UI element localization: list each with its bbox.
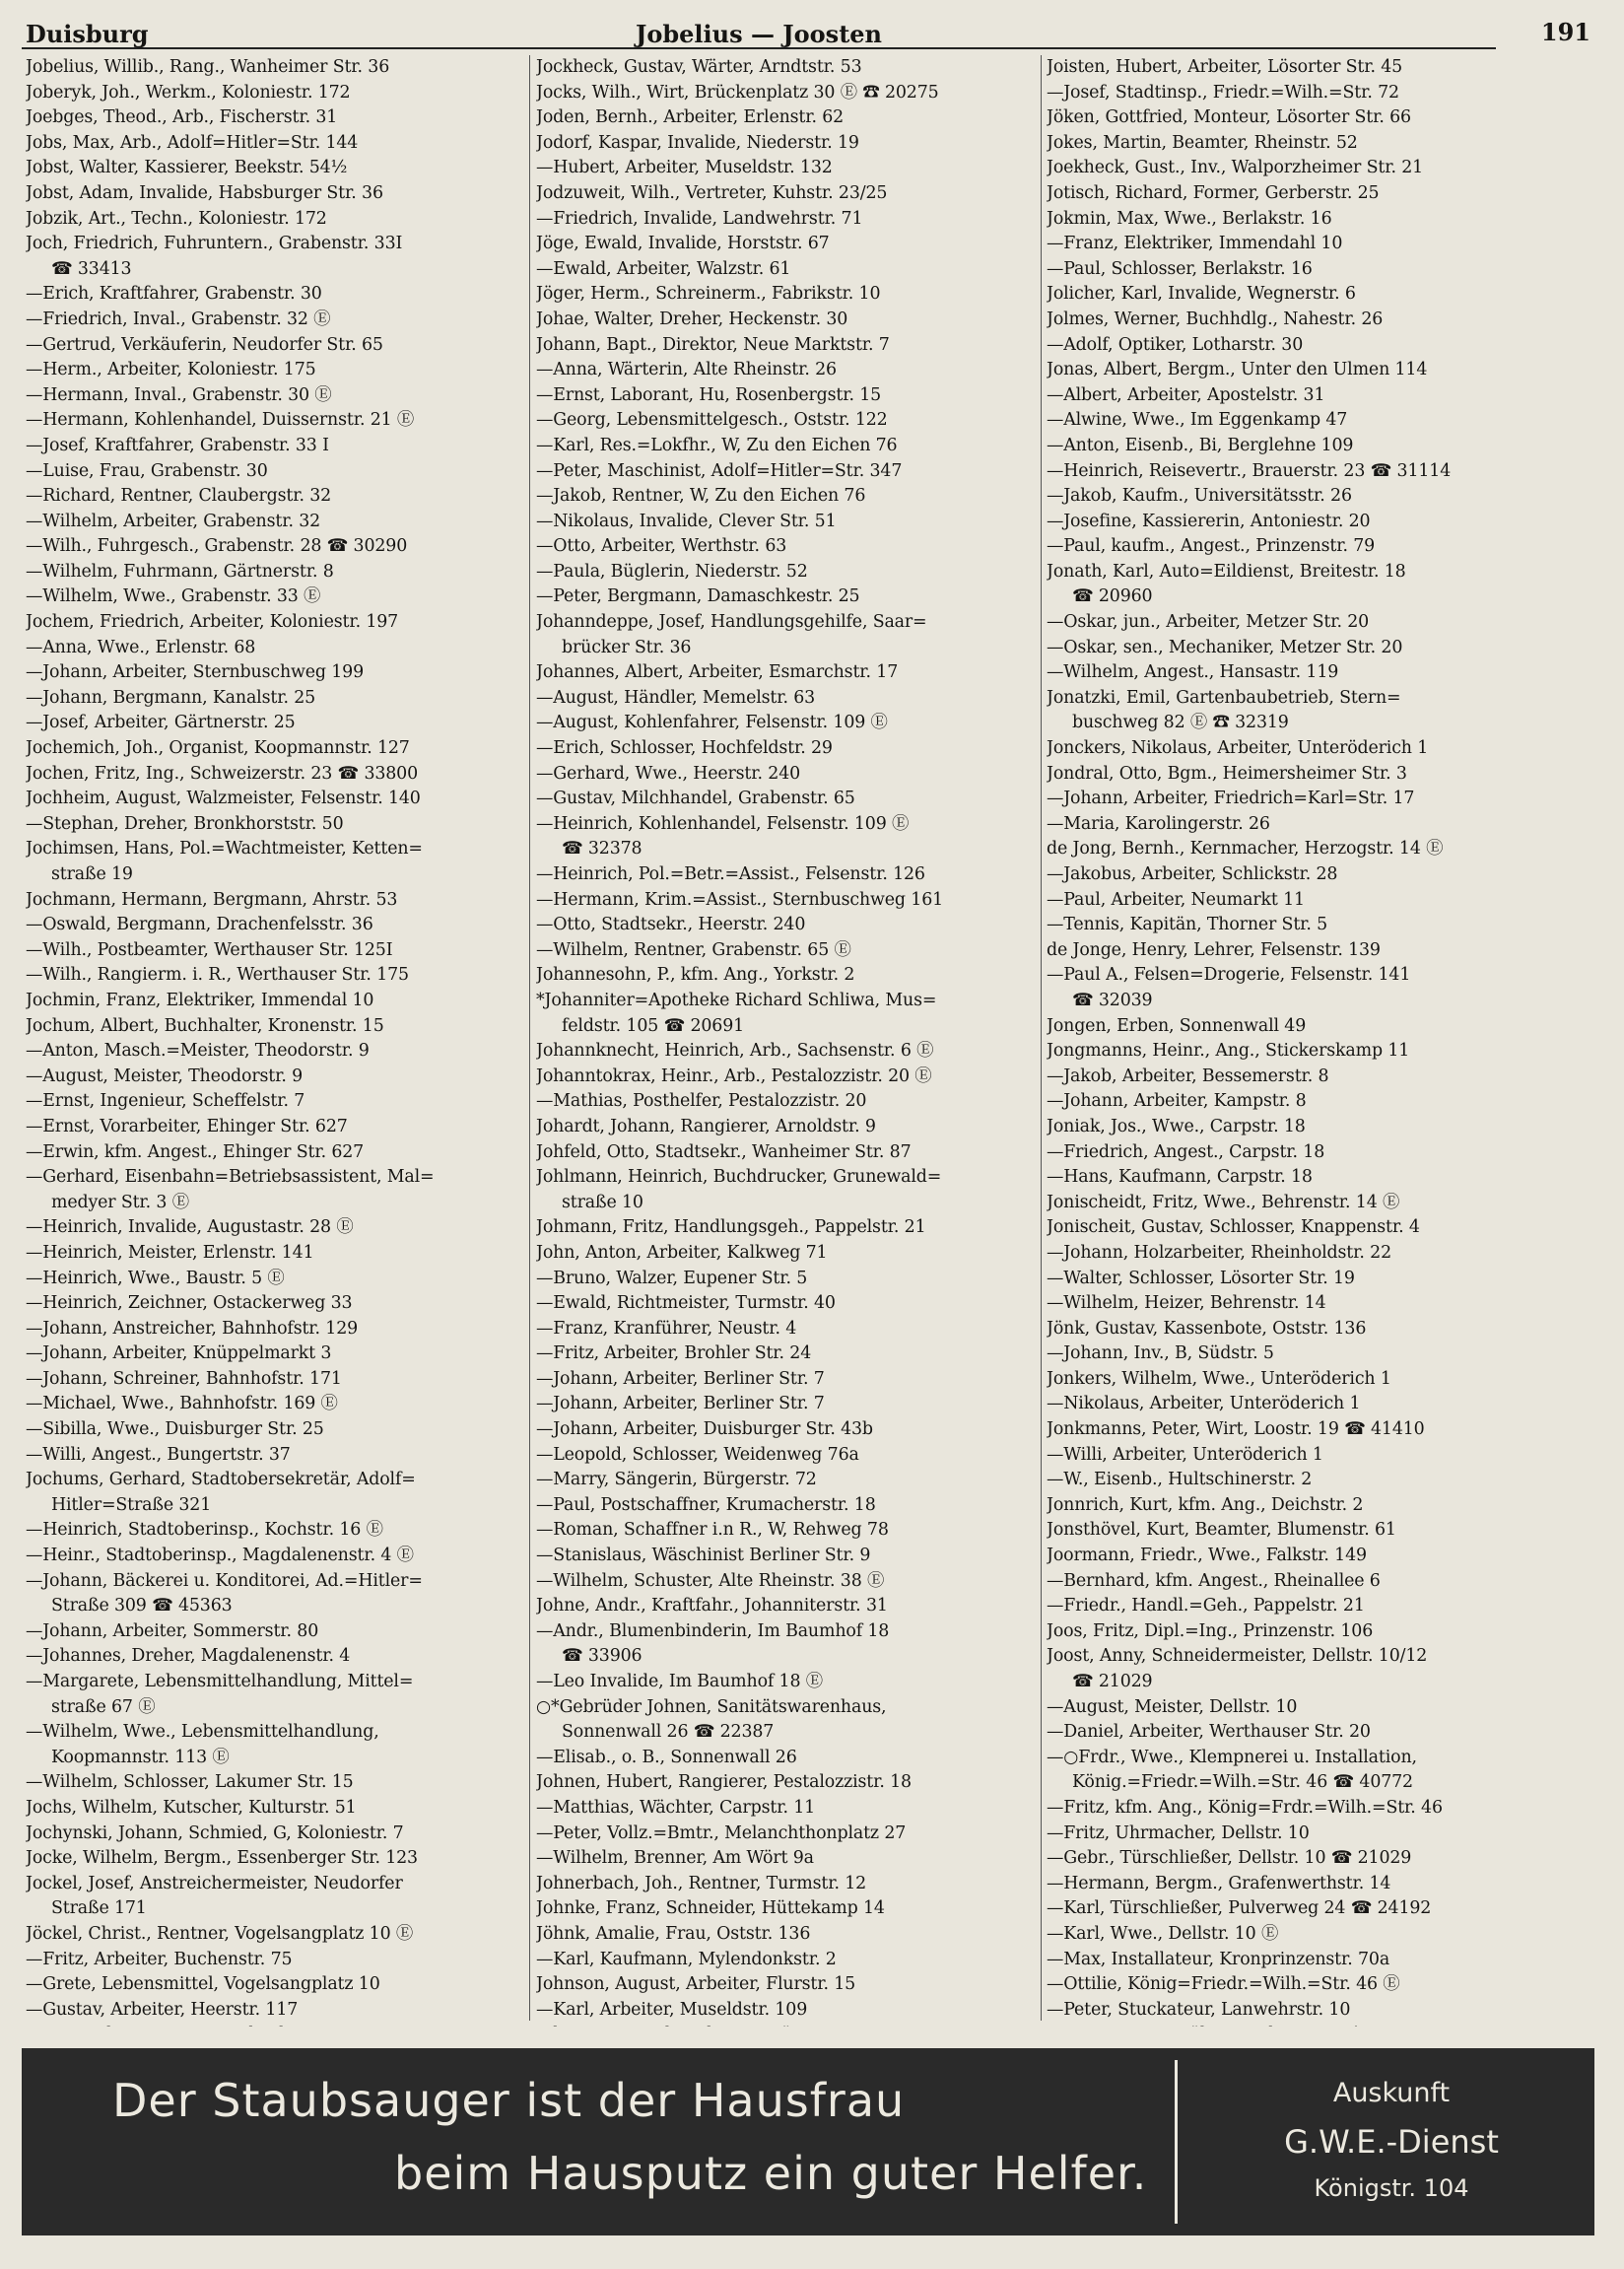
- directory-entry: —Oswald, Bergmann, Drachenfelsstr. 36: [26, 915, 373, 935]
- directory-entry: —Wilhelm, Wwe., Grabenstr. 33 Ⓔ: [26, 586, 321, 607]
- directory-entry: —Matthias, Wächter, Carpstr. 11: [536, 1797, 816, 1818]
- directory-entry: —Max, Installateur, Kronprinzenstr. 70a: [1047, 1949, 1390, 1969]
- directory-columns: [22, 55, 1594, 2027]
- directory-entry: —Jakob, Kaufm., Universitätsstr. 26: [1047, 486, 1352, 507]
- directory-entry: —Anna, Wwe., Erlenstr. 68: [26, 637, 256, 657]
- directory-entry: ☎ 21029: [1072, 1672, 1153, 1691]
- directory-column-1: [26, 55, 528, 2027]
- directory-entry: Jöger, Herm., Schreinerm., Fabrikstr. 10: [536, 284, 881, 305]
- directory-entry: —Willi, Angest., Bungertstr. 37: [26, 1444, 291, 1465]
- directory-entry: buschweg 82 Ⓔ ☎ 32319: [1072, 713, 1289, 733]
- directory-entry: Jolicher, Karl, Invalide, Wegnerstr. 6: [1047, 284, 1356, 305]
- directory-entry: —Ernst, Vorarbeiter, Ehinger Str. 627: [26, 1116, 348, 1136]
- directory-entry: —Heinrich, Wwe., Baustr. 5 Ⓔ: [26, 1268, 285, 1288]
- directory-entry: Jonischeit, Gustav, Schlosser, Knappenstr. 4: [1047, 1217, 1420, 1238]
- directory-entry: Johann, Bapt., Direktor, Neue Marktstr. 7: [536, 334, 890, 355]
- directory-entry: brücker Str. 36: [562, 637, 692, 657]
- directory-entry: —Peter, Bergmann, Damaschkestr. 25: [536, 586, 860, 607]
- directory-entry: Jönk, Gustav, Kassenbote, Oststr. 136: [1047, 1318, 1367, 1339]
- directory-entry: —Albert, Arbeiter, Apostelstr. 31: [1047, 384, 1325, 405]
- directory-entry: Straße 171: [51, 1898, 147, 1919]
- directory-entry: Jocke, Wilhelm, Bergm., Essenberger Str. 123: [26, 1848, 418, 1869]
- directory-entry: —August, Meister, Theodorstr. 9: [26, 1066, 304, 1086]
- directory-entry: ☎ 32039: [1072, 990, 1153, 1010]
- directory-entry: —Hubert, Arbeiter, Museldstr. 132: [536, 158, 833, 178]
- directory-entry: Straße 309 ☎ 45363: [51, 1596, 233, 1616]
- directory-entry: Joos, Fritz, Dipl.=Ing., Prinzenstr. 106: [1047, 1620, 1374, 1641]
- directory-entry: —Hermann, Krim.=Assist., Sternbuschweg 161: [536, 889, 944, 910]
- ad-divider: [1175, 2060, 1178, 2224]
- directory-entry: Johnke, Franz, Schneider, Hüttekamp 14: [536, 1898, 885, 1919]
- directory-entry: Jöckel, Christ., Rentner, Vogelsangplatz 10 Ⓔ: [26, 1923, 414, 1944]
- directory-entry: Joost, Anny, Schneidermeister, Dellstr. 10/12: [1047, 1646, 1428, 1667]
- directory-entry: —Otto, Arbeiter, Werthstr. 63: [536, 536, 787, 557]
- directory-entry: —Heinrich, Kohlenhandel, Felsenstr. 109 Ⓔ: [536, 813, 910, 834]
- directory-entry: Johannes, Albert, Arbeiter, Esmarchstr. 17: [536, 662, 899, 683]
- directory-entry: —Heinrich, Reisevertr., Brauerstr. 23 ☎ 31114: [1047, 460, 1452, 481]
- directory-entry: —Karl, Türschließer, Pulverweg 24 ☎ 24192: [1047, 1898, 1432, 1919]
- directory-entry: Sonnenwall 26 ☎ 22387: [562, 1722, 775, 1743]
- directory-entry: Joekheck, Gust., Inv., Walporzheimer Str. 21: [1047, 158, 1424, 178]
- directory-entry: —Wilh., Postbeamter, Werthauser Str. 125I: [26, 939, 393, 960]
- directory-entry: —Paula, Büglerin, Niederstr. 52: [536, 561, 808, 582]
- directory-entry: ☎ 32378: [562, 839, 643, 859]
- directory-entry: —August, Händler, Memelstr. 63: [536, 687, 816, 708]
- directory-entry: —Josef, Arbeiter, Gärtnerstr. 25: [26, 713, 296, 733]
- ad-company-name: G.W.E.-Dienst: [1284, 2123, 1499, 2161]
- directory-entry: —Johann, Arbeiter, Sommerstr. 80: [26, 1620, 319, 1641]
- directory-column-3: [1047, 55, 1549, 2027]
- directory-entry: —Paul, Postschaffner, Krumacherstr. 18: [536, 1494, 876, 1515]
- directory-entry: —Wilhelm, Angest., Hansastr. 119: [1047, 662, 1339, 683]
- directory-entry: Jochmann, Hermann, Bergmann, Ahrstr. 53: [26, 889, 398, 910]
- directory-entry: —Paul, Schlosser, Berlakstr. 16: [1047, 258, 1313, 279]
- directory-entry: Jonischeidt, Fritz, Wwe., Behrenstr. 14 Ⓔ: [1047, 1192, 1400, 1212]
- directory-entry: *Johanniter=Apotheke Richard Schliwa, Mus=: [536, 990, 937, 1010]
- directory-entry: —Wilh., Rangierm. i. R., Werthauser Str. 175: [26, 965, 409, 986]
- directory-entry: —Friedrich, Invalide, Landwehrstr. 71: [536, 208, 863, 229]
- directory-entry: Jobst, Adam, Invalide, Habsburger Str. 36: [26, 182, 383, 203]
- directory-entry: —Anton, Eisenb., Bi, Berglehne 109: [1047, 435, 1354, 455]
- directory-entry: —○Frdr., Wwe., Klempnerei u. Installation,: [1047, 1747, 1417, 1767]
- directory-entry: feldstr. 105 ☎ 20691: [562, 1015, 745, 1036]
- directory-entry: —Peter, Vollz.=Bmtr., Melanchthonplatz 27: [536, 1822, 907, 1843]
- directory-entry: Jokes, Martin, Beamter, Rheinstr. 52: [1047, 132, 1358, 153]
- directory-entry: —Bernhard, kfm. Angest., Rheinallee 6: [1047, 1570, 1381, 1591]
- directory-entry: —Anton, Masch.=Meister, Theodorstr. 9: [26, 1041, 370, 1062]
- directory-entry: Koopmannstr. 113 Ⓔ: [51, 1747, 230, 1767]
- directory-entry: Joebges, Theod., Arb., Fischerstr. 31: [26, 107, 338, 128]
- directory-entry: —Stanislaus, Wäschinist Berliner Str. 9: [536, 1546, 871, 1566]
- directory-entry: de Jong, Bernh., Kernmacher, Herzogstr. 14 Ⓔ: [1047, 839, 1444, 859]
- directory-entry: Jochynski, Johann, Schmied, G, Koloniestr. 7: [26, 1822, 404, 1843]
- directory-entry: —Friedr., Handl.=Geh., Pappelstr. 21: [1047, 1596, 1365, 1616]
- directory-entry: —W., Eisenb., Hultschinerstr. 2: [1047, 1470, 1313, 1490]
- directory-entry: —Johann, Arbeiter, Berliner Str. 7: [536, 1368, 825, 1389]
- directory-entry: Johanntokrax, Heinr., Arb., Pestalozzistr. 20 Ⓔ: [536, 1066, 932, 1086]
- directory-entry: —Stephan, Dreher, Bronkhorststr. 50: [26, 813, 344, 834]
- directory-entry: —Michael, Wwe., Bahnhofstr. 169 Ⓔ: [26, 1394, 338, 1414]
- directory-entry: Jodzuweit, Wilh., Vertreter, Kuhstr. 23/25: [536, 182, 888, 203]
- directory-entry: —Wilhelm, Schlosser, Lakumer Str. 15: [26, 1772, 354, 1793]
- directory-entry: straße 19: [51, 864, 133, 884]
- directory-entry: de Jonge, Henry, Lehrer, Felsenstr. 139: [1047, 939, 1381, 960]
- directory-entry: Jokmin, Max, Wwe., Berlakstr. 16: [1047, 208, 1332, 229]
- directory-entry: —Erwin, kfm. Angest., Ehinger Str. 627: [26, 1141, 365, 1162]
- directory-entry: —Leopold, Schlosser, Weidenweg 76a: [536, 1444, 859, 1465]
- directory-entry: —Heinrich, Meister, Erlenstr. 141: [26, 1242, 314, 1263]
- directory-entry: Jonatzki, Emil, Gartenbaubetrieb, Stern=: [1047, 687, 1401, 708]
- directory-entry: Joormann, Friedr., Wwe., Falkstr. 149: [1047, 1546, 1367, 1566]
- ad-info-label: Auskunft: [1332, 2078, 1451, 2108]
- directory-entry: —Margarete, Lebensmittelhandlung, Mittel=: [26, 1672, 414, 1691]
- directory-entry: —Nikolaus, Arbeiter, Unteröderich 1: [1047, 1394, 1361, 1414]
- directory-entry: Jonckers, Nikolaus, Arbeiter, Unteröderich 1: [1047, 738, 1429, 759]
- directory-entry: —Josef, Kraftfahrer, Grabenstr. 33 I: [26, 435, 329, 455]
- directory-entry: Johardt, Johann, Rangierer, Arnoldstr. 9: [536, 1116, 876, 1136]
- directory-entry: —Mathias, Posthelfer, Pestalozzistr. 20: [536, 1091, 867, 1112]
- directory-entry: —Fritz, kfm. Ang., König=Frdr.=Wilh.=Str. 46: [1047, 1797, 1443, 1818]
- directory-entry: —Ernst, Ingenieur, Scheffelstr. 7: [26, 1091, 305, 1112]
- directory-entry: —Oskar, sen., Mechaniker, Metzer Str. 20: [1047, 637, 1403, 657]
- directory-entry: Johae, Walter, Dreher, Heckenstr. 30: [536, 309, 848, 329]
- directory-entry: —Karl, Res.=Lokfhr., W, Zu den Eichen 76: [536, 435, 898, 455]
- directory-entry: Jongmanns, Heinr., Ang., Stickerskamp 11: [1047, 1041, 1410, 1062]
- directory-entry: Jochemich, Joh., Organist, Koopmannstr. 127: [26, 738, 410, 759]
- directory-entry: —Johann, Schreiner, Bahnhofstr. 171: [26, 1368, 342, 1389]
- directory-entry: Jonsthövel, Kurt, Beamter, Blumenstr. 61: [1047, 1520, 1396, 1541]
- directory-entry: —August, Kohlenfahrer, Felsenstr. 109 Ⓔ: [536, 713, 888, 733]
- directory-entry: —Johannes, Dreher, Magdalenenstr. 4: [26, 1646, 351, 1667]
- directory-entry: Jochimsen, Hans, Pol.=Wachtmeister, Ketten=: [26, 839, 423, 859]
- directory-entry: —Adolf, Optiker, Lotharstr. 30: [1047, 334, 1304, 355]
- directory-entry: —August, Meister, Dellstr. 10: [1047, 1696, 1298, 1717]
- directory-entry: ☎ 33906: [562, 1646, 643, 1667]
- directory-entry: Johnson, August, Arbeiter, Flurstr. 15: [536, 1974, 856, 1995]
- directory-entry: —Herm., Arbeiter, Koloniestr. 175: [26, 360, 316, 380]
- directory-entry: —Peter, Stuckateur, Lanwehrstr. 10: [1047, 1999, 1351, 2020]
- directory-entry: —Hans, Kaufmann, Carpstr. 18: [1047, 1167, 1313, 1188]
- directory-entry: Jobzik, Art., Techn., Koloniestr. 172: [26, 208, 327, 229]
- directory-entry: Jochen, Fritz, Ing., Schweizerstr. 23 ☎ 33800: [26, 763, 419, 784]
- directory-entry: —Johann, Holzarbeiter, Rheinholdstr. 22: [1047, 1242, 1391, 1263]
- page-number: 191: [1540, 18, 1590, 46]
- directory-entry: —Gerhard, Wwe., Heerstr. 240: [536, 763, 801, 784]
- directory-entry: —Ottilie, König=Friedr.=Wilh.=Str. 46 Ⓔ: [1047, 1974, 1400, 1995]
- directory-entry: Jochheim, August, Walzmeister, Felsenstr. 140: [26, 789, 421, 809]
- directory-entry: —Elisab., o. B., Sonnenwall 26: [536, 1747, 797, 1767]
- directory-entry: Jochem, Friedrich, Arbeiter, Koloniestr. 197: [26, 612, 399, 633]
- directory-entry: Johanndeppe, Josef, Handlungsgehilfe, Saar=: [536, 612, 927, 633]
- directory-entry: Jonkmanns, Peter, Wirt, Loostr. 19 ☎ 41410: [1047, 1419, 1425, 1440]
- directory-entry: —Johann, Arbeiter, Sternbuschweg 199: [26, 662, 364, 683]
- directory-entry: —Walter, Schlosser, Lösorter Str. 19: [1047, 1268, 1355, 1288]
- directory-entry: —Willi, Arbeiter, Unteröderich 1: [1047, 1444, 1323, 1465]
- directory-entry: —Hermann, Kohlenhandel, Duissernstr. 21 Ⓔ: [26, 410, 415, 431]
- directory-entry: —Wilhelm, Brenner, Am Wört 9a: [536, 1848, 814, 1869]
- city-title: Duisburg: [26, 20, 149, 48]
- directory-entry: Joberyk, Joh., Werkm., Koloniestr. 172: [26, 82, 351, 103]
- directory-entry: —Franz, Elektriker, Immendahl 10: [1047, 234, 1343, 254]
- directory-entry: —Karl, Arbeiter, Museldstr. 109: [536, 1999, 808, 2020]
- directory-entry: Johfeld, Otto, Stadtsekr., Wanheimer Str. 87: [536, 1141, 912, 1162]
- directory-entry: —Ernst, Laborant, Hu, Rosenbergstr. 15: [536, 384, 882, 405]
- directory-entry: Jocks, Wilh., Wirt, Brückenplatz 30 Ⓔ ☎ 20275: [536, 82, 939, 103]
- directory-entry: —Tennis, Kapitän, Thorner Str. 5: [1047, 915, 1328, 935]
- directory-entry: Jobst, Walter, Kassierer, Beekstr. 54½: [26, 158, 348, 178]
- directory-entry: —Jakob, Arbeiter, Bessemerstr. 8: [1047, 1066, 1329, 1086]
- directory-entry: —Franz, Kranführer, Neustr. 4: [536, 1318, 797, 1339]
- directory-entry: —Heinrich, Pol.=Betr.=Assist., Felsenstr. 126: [536, 864, 925, 884]
- directory-entry: —Wilhelm, Rentner, Grabenstr. 65 Ⓔ: [536, 939, 851, 960]
- directory-entry: —Josefine, Kassiererin, Antoniestr. 20: [1047, 511, 1371, 531]
- directory-entry: —Heinrich, Stadtoberinsp., Kochstr. 16 Ⓔ: [26, 1520, 383, 1541]
- directory-entry: —Andr., Blumenbinderin, Im Baumhof 18: [536, 1620, 890, 1641]
- directory-entry: —Wilhelm, Heizer, Behrenstr. 14: [1047, 1293, 1326, 1314]
- directory-entry: straße 67 Ⓔ: [51, 1696, 156, 1717]
- directory-entry: Jöken, Gottfried, Monteur, Lösorter Str. 66: [1047, 107, 1411, 128]
- directory-entry: Johlmann, Heinrich, Buchdrucker, Grunewald=: [536, 1167, 942, 1188]
- directory-entry: —Jakobus, Arbeiter, Schlickstr. 28: [1047, 864, 1338, 884]
- directory-entry: Jöge, Ewald, Invalide, Horststr. 67: [536, 234, 830, 254]
- directory-entry: Jodorf, Kaspar, Invalide, Niederstr. 19: [536, 132, 859, 153]
- directory-entry: —Wilhelm, Schuster, Alte Rheinstr. 38 Ⓔ: [536, 1570, 885, 1591]
- directory-entry: ○*Gebrüder Johnen, Sanitätswarenhaus,: [536, 1696, 887, 1717]
- directory-entry: —Marry, Sängerin, Bürgerstr. 72: [536, 1470, 817, 1490]
- directory-entry: —Wilhelm, Arbeiter, Grabenstr. 32: [26, 511, 321, 531]
- directory-entry: [1047, 2023, 1549, 2027]
- directory-entry: —Karl, Wwe., Dellstr. 10 Ⓔ: [1047, 1923, 1279, 1944]
- directory-entry: Jobelius, Willib., Rang., Wanheimer Str. 36: [26, 57, 390, 77]
- directory-entry: —Johann, Arbeiter, Knüppelmarkt 3: [26, 1343, 332, 1364]
- directory-entry: —Wilhelm, Wwe., Lebensmittelhandlung,: [26, 1722, 379, 1743]
- directory-entry: —Ewald, Arbeiter, Walzstr. 61: [536, 258, 791, 279]
- page-title: Jobelius — Joosten: [635, 20, 882, 48]
- directory-entry: —Leo Invalide, Im Baumhof 18 Ⓔ: [536, 1672, 824, 1691]
- directory-entry: Jolmes, Werner, Buchhdlg., Nahestr. 26: [1047, 309, 1384, 329]
- directory-entry: —Gerhard, Eisenbahn=Betriebsassistent, Mal=: [26, 1167, 435, 1188]
- directory-entry: —Karl, Kaufmann, Mylendonkstr. 2: [536, 1949, 837, 1969]
- directory-entry: Johannesohn, P., kfm. Ang., Yorkstr. 2: [536, 965, 855, 986]
- directory-entry: —Johann, Bergmann, Kanalstr. 25: [26, 687, 316, 708]
- directory-entry: —Johann, Arbeiter, Friedrich=Karl=Str. 17: [1047, 789, 1415, 809]
- directory-entry: —Johann, Anstreicher, Bahnhofstr. 129: [26, 1318, 359, 1339]
- directory-entry: —Paul, Arbeiter, Neumarkt 11: [1047, 889, 1305, 910]
- column-divider: [1041, 55, 1042, 2021]
- directory-entry: Johnerbach, Joh., Rentner, Turmstr. 12: [536, 1873, 867, 1893]
- directory-entry: —Josef, Stadtinsp., Friedr.=Wilh.=Str. 72: [1047, 82, 1399, 103]
- directory-entry: straße 10: [562, 1192, 643, 1212]
- directory-entry: Johne, Andr., Kraftfahr., Johanniterstr. 31: [536, 1596, 888, 1616]
- directory-entry: [26, 2023, 528, 2027]
- directory-entry: Johnen, Hubert, Rangierer, Pestalozzistr. 18: [536, 1772, 912, 1793]
- ad-headline-line2: beim Hausputz ein guter Helfer.: [394, 2147, 1148, 2200]
- directory-entry: Jockel, Josef, Anstreichermeister, Neudorfer: [26, 1873, 403, 1893]
- directory-entry: —Gebr., Türschließer, Dellstr. 10 ☎ 21029: [1047, 1848, 1412, 1869]
- directory-entry: ☎ 20960: [1072, 586, 1153, 607]
- directory-entry: Joch, Friedrich, Fuhruntern., Grabenstr. 33I: [26, 234, 403, 254]
- directory-entry: Jockheck, Gustav, Wärter, Arndtstr. 53: [536, 57, 862, 77]
- directory-entry: —Johann, Arbeiter, Duisburger Str. 43b: [536, 1419, 873, 1440]
- directory-entry: —Heinrich, Zeichner, Ostackerweg 33: [26, 1293, 353, 1314]
- directory-entry: —Ewald, Richtmeister, Turmstr. 40: [536, 1293, 836, 1314]
- directory-entry: Jonas, Albert, Bergm., Unter den Ulmen 114: [1047, 360, 1428, 380]
- directory-entry: —Paul A., Felsen=Drogerie, Felsenstr. 141: [1047, 965, 1411, 986]
- directory-entry: Jongen, Erben, Sonnenwall 49: [1047, 1015, 1307, 1036]
- directory-entry: —Friedrich, Angest., Carpstr. 18: [1047, 1141, 1325, 1162]
- directory-entry: —Bruno, Walzer, Eupener Str. 5: [536, 1268, 808, 1288]
- directory-entry: Joisten, Hubert, Arbeiter, Lösorter Str. 45: [1047, 57, 1403, 77]
- directory-entry: ☎ 33413: [51, 258, 132, 279]
- directory-entry: —Johann, Inv., B, Südstr. 5: [1047, 1343, 1274, 1364]
- directory-entry: —Luise, Frau, Grabenstr. 30: [26, 460, 268, 481]
- directory-entry: —Maria, Karolingerstr. 26: [1047, 813, 1270, 834]
- directory-entry: —Hermann, Inval., Grabenstr. 30 Ⓔ: [26, 384, 332, 405]
- directory-entry: —Fritz, Uhrmacher, Dellstr. 10: [1047, 1822, 1310, 1843]
- directory-entry: Jonath, Karl, Auto=Eildienst, Breitestr. 18: [1047, 561, 1406, 582]
- directory-entry: Jochs, Wilhelm, Kutscher, Kulturstr. 51: [26, 1797, 357, 1818]
- advertisement-banner: [22, 2048, 1594, 2235]
- directory-entry: —Friedrich, Inval., Grabenstr. 32 Ⓔ: [26, 309, 331, 329]
- directory-entry: —Paul, kaufm., Angest., Prinzenstr. 79: [1047, 536, 1376, 557]
- directory-entry: —Fritz, Arbeiter, Buchenstr. 75: [26, 1949, 293, 1969]
- directory-entry: —Peter, Maschinist, Adolf=Hitler=Str. 347: [536, 460, 903, 481]
- directory-entry: —Heinr., Stadtoberinsp., Magdalenenstr. 4 Ⓔ: [26, 1546, 414, 1566]
- directory-entry: Jotisch, Richard, Former, Gerberstr. 25: [1047, 182, 1380, 203]
- directory-entry: —Otto, Stadtsekr., Heerstr. 240: [536, 915, 806, 935]
- directory-entry: Jonkers, Wilhelm, Wwe., Unteröderich 1: [1047, 1368, 1391, 1389]
- directory-entry: —Oskar, jun., Arbeiter, Metzer Str. 20: [1047, 612, 1370, 633]
- page-header: [22, 14, 1590, 49]
- directory-entry: —Wilhelm, Fuhrmann, Gärtnerstr. 8: [26, 561, 334, 582]
- directory-entry: —Hermann, Bergm., Grafenwerthstr. 14: [1047, 1873, 1391, 1893]
- ad-address: Königstr. 104: [1314, 2174, 1469, 2202]
- directory-entry: Jochmin, Franz, Elektriker, Immendal 10: [26, 990, 374, 1010]
- directory-entry: —Jakob, Rentner, W, Zu den Eichen 76: [536, 486, 866, 507]
- directory-entry: Jochums, Gerhard, Stadtobersekretär, Adolf=: [26, 1470, 416, 1490]
- directory-entry: Johannknecht, Heinrich, Arb., Sachsenstr. 6 Ⓔ: [536, 1041, 934, 1062]
- directory-entry: —Heinrich, Invalide, Augustastr. 28 Ⓔ: [26, 1217, 354, 1238]
- directory-entry: Joniak, Jos., Wwe., Carpstr. 18: [1047, 1116, 1306, 1136]
- directory-entry: —Gustav, Milchhandel, Grabenstr. 65: [536, 789, 855, 809]
- directory-entry: John, Anton, Arbeiter, Kalkweg 71: [536, 1242, 828, 1263]
- directory-entry: —Gustav, Arbeiter, Heerstr. 117: [26, 1999, 299, 2020]
- directory-entry: —Johann, Arbeiter, Berliner Str. 7: [536, 1394, 825, 1414]
- directory-entry: —Richard, Rentner, Claubergstr. 32: [26, 486, 332, 507]
- directory-column-2: [536, 55, 1039, 2027]
- directory-entry: Jonnrich, Kurt, kfm. Ang., Deichstr. 2: [1047, 1494, 1364, 1515]
- directory-entry: —Georg, Lebensmittelgesch., Oststr. 122: [536, 410, 888, 431]
- directory-entry: —Anna, Wärterin, Alte Rheinstr. 26: [536, 360, 837, 380]
- directory-entry: Jöhnk, Amalie, Frau, Oststr. 136: [536, 1923, 811, 1944]
- directory-entry: Jochum, Albert, Buchhalter, Kronenstr. 15: [26, 1015, 384, 1036]
- column-divider: [529, 55, 530, 2021]
- directory-entry: Johmann, Fritz, Handlungsgeh., Pappelstr. 21: [536, 1217, 926, 1238]
- directory-entry: Jobs, Max, Arb., Adolf=Hitler=Str. 144: [26, 132, 359, 153]
- directory-entry: medyer Str. 3 Ⓔ: [51, 1192, 189, 1212]
- directory-entry: —Grete, Lebensmittel, Vogelsangplatz 10: [26, 1974, 380, 1995]
- directory-entry: —Erich, Kraftfahrer, Grabenstr. 30: [26, 284, 322, 305]
- directory-entry: [536, 2023, 1039, 2027]
- directory-entry: Hitler=Straße 321: [51, 1494, 212, 1515]
- ad-headline-line1: Der Staubsauger ist der Hausfrau: [112, 2074, 906, 2127]
- directory-entry: —Johann, Bäckerei u. Konditorei, Ad.=Hitler=: [26, 1570, 423, 1591]
- directory-entry: Joden, Bernh., Arbeiter, Erlenstr. 62: [536, 107, 845, 128]
- directory-entry: —Fritz, Arbeiter, Brohler Str. 24: [536, 1343, 812, 1364]
- directory-entry: —Daniel, Arbeiter, Werthauser Str. 20: [1047, 1722, 1371, 1743]
- directory-entry: Jondral, Otto, Bgm., Heimersheimer Str. 3: [1047, 763, 1407, 784]
- directory-entry: —Roman, Schaffner i.n R., W, Rehweg 78: [536, 1520, 889, 1541]
- directory-entry: —Wilh., Fuhrgesch., Grabenstr. 28 ☎ 30290: [26, 536, 408, 557]
- directory-entry: —Gertrud, Verkäuferin, Neudorfer Str. 65: [26, 334, 383, 355]
- directory-entry: —Erich, Schlosser, Hochfeldstr. 29: [536, 738, 833, 759]
- directory-entry: —Alwine, Wwe., Im Eggenkamp 47: [1047, 410, 1348, 431]
- directory-entry: —Nikolaus, Invalide, Clever Str. 51: [536, 511, 837, 531]
- directory-entry: König.=Friedr.=Wilh.=Str. 46 ☎ 40772: [1072, 1772, 1413, 1793]
- directory-entry: —Johann, Arbeiter, Kampstr. 8: [1047, 1091, 1307, 1112]
- directory-entry: —Sibilla, Wwe., Duisburger Str. 25: [26, 1419, 324, 1440]
